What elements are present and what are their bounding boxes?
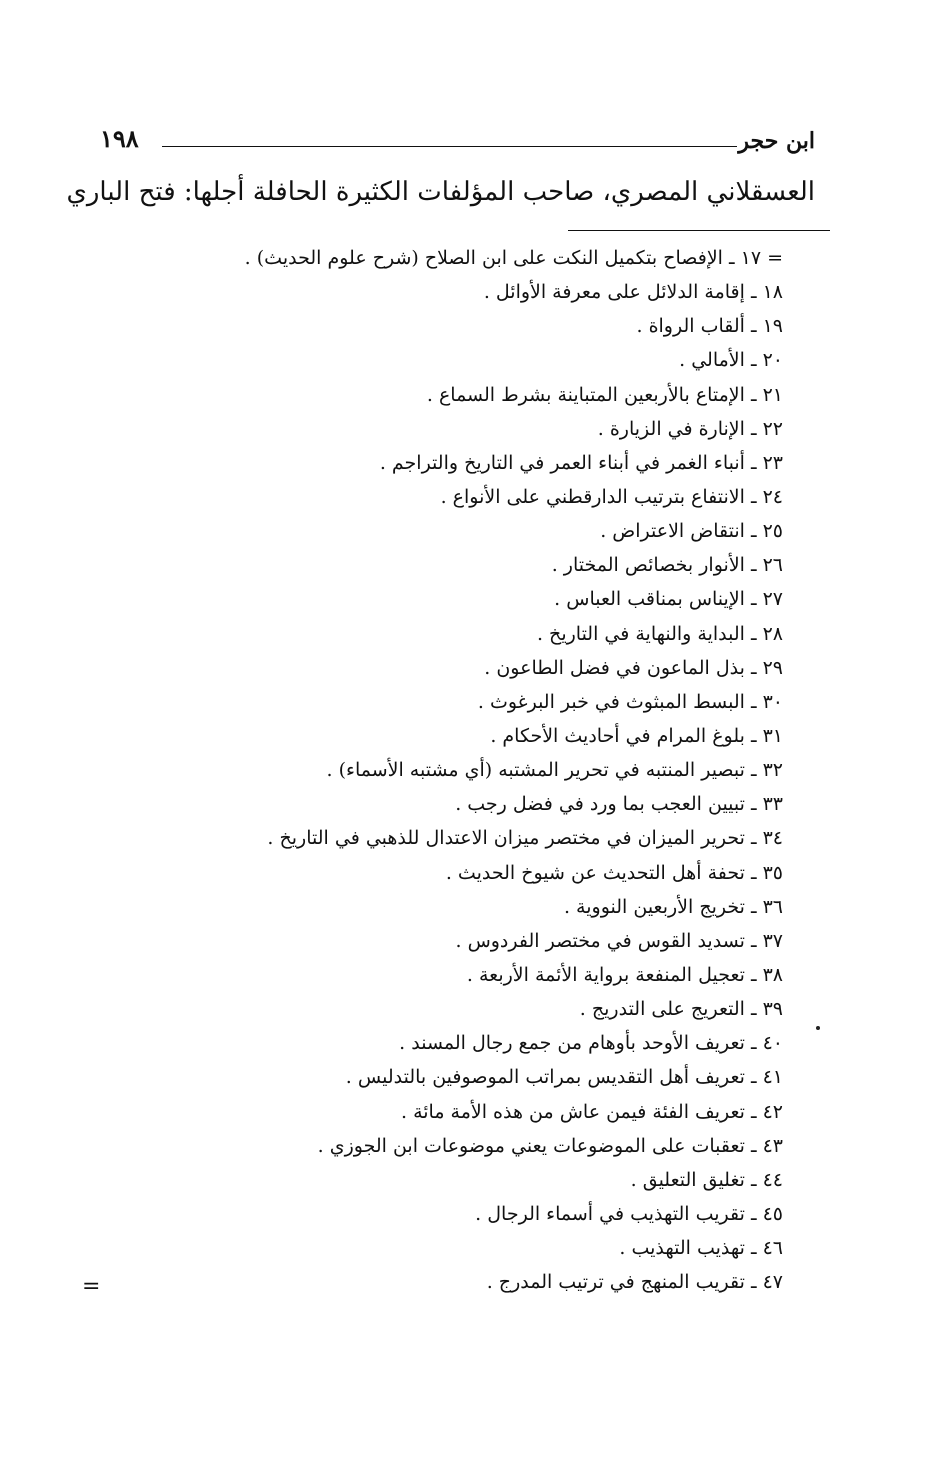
list-item: ٢٦ ـ الأنوار بخصائص المختار . (551, 554, 783, 577)
list-item: ١٩ ـ ألقاب الرواة . (636, 315, 783, 338)
list-item: ٣٥ ـ تحفة أهل التحديث عن شيوخ الحديث . (445, 861, 783, 884)
list-item: ٣٣ ـ تبيين العجب بما ورد في فضل رجب . (455, 793, 783, 816)
list-item: ١٨ ـ إقامة الدلائل على معرفة الأوائل . (483, 281, 783, 304)
list-item: ٢١ ـ الإمتاع بالأربعين المتباينة بشرط السماع . (426, 383, 783, 406)
list-item: ٢٨ ـ البداية والنهاية في التاريخ . (536, 622, 783, 645)
list-item: ٤٧ ـ تقريب المنهج في ترتيب المدرج . (486, 1271, 783, 1294)
works-list (223, 241, 783, 1299)
stray-dot (816, 1026, 820, 1030)
header-rule (162, 146, 737, 147)
list-item: ٤١ ـ تعريف أهل التقديس بمراتب الموصوفين بالتدليس . (345, 1066, 783, 1089)
list-item: ٣٧ ـ تسديد القوس في مختصر الفردوس . (455, 929, 783, 952)
list-item: ٣٩ ـ التعريج على التدريج . (579, 998, 783, 1021)
continuation-mark: = (82, 1274, 101, 1299)
list-item: ٤٢ ـ تعريف الفئة فيمن عاش من هذه الأمة مائة . (400, 1100, 783, 1123)
list-item: ٢٧ ـ الإيناس بمناقب العباس . (554, 588, 783, 611)
list-item: ٢٣ ـ أنباء الغمر في أبناء العمر في التاريخ والتراجم . (379, 451, 783, 474)
list-item: ٣٠ ـ البسط المبثوث في خبر البرغوث . (477, 690, 783, 713)
list-item: ٢٤ ـ الانتفاع بترتيب الدارقطني على الأنواع . (440, 485, 783, 508)
page-number: ١٩٨ (100, 124, 139, 153)
list-item: ٣٨ ـ تعجيل المنفعة برواية الأئمة الأربعة . (466, 963, 783, 986)
list-item: ٣٤ ـ تحرير الميزان في مختصر ميزان الاعتدال للذهبي في التاريخ . (267, 827, 783, 850)
list-item: ٤٣ ـ تعقبات على الموضوعات يعني موضوعات ابن الجوزي . (317, 1134, 783, 1157)
list-item: ٤٠ ـ تعريف الأوحد بأوهام من جمع رجال المسند . (399, 1032, 783, 1055)
footnote-rule (568, 230, 830, 231)
list-item: ٣٦ ـ تخريج الأربعين النووية . (563, 895, 783, 918)
running-title: ابن حجر (738, 128, 815, 154)
body-text-line: العسقلاني المصري، صاحب المؤلفات الكثيرة الحافلة أجلها: فتح الباري (66, 177, 815, 207)
list-item: ٢٩ ـ بذل الماعون في فضل الطاعون . (484, 656, 783, 679)
list-item: = ١٧ ـ الإفصاح بتكميل النكت على ابن الصلاح (شرح علوم الحديث) . (244, 247, 783, 269)
list-item: ٤٤ ـ تغليق التعليق . (630, 1168, 783, 1191)
list-item: ٤٥ ـ تقريب التهذيب في أسماء الرجال . (475, 1202, 783, 1225)
list-item: ٤٦ ـ تهذيب التهذيب . (619, 1237, 783, 1260)
list-item: ٣٢ ـ تبصير المنتبه في تحرير المشتبه (أي مشتبه الأسماء) . (326, 759, 783, 782)
list-item: ٣١ ـ بلوغ المرام في أحاديث الأحكام . (490, 724, 783, 747)
page-header (100, 124, 815, 164)
list-item: ٢٥ ـ انتقاض الاعتراض . (600, 520, 783, 543)
list-item: ٢٢ ـ الإنارة في الزيارة . (597, 417, 783, 440)
list-item: ٢٠ ـ الأمالي . (679, 349, 783, 372)
